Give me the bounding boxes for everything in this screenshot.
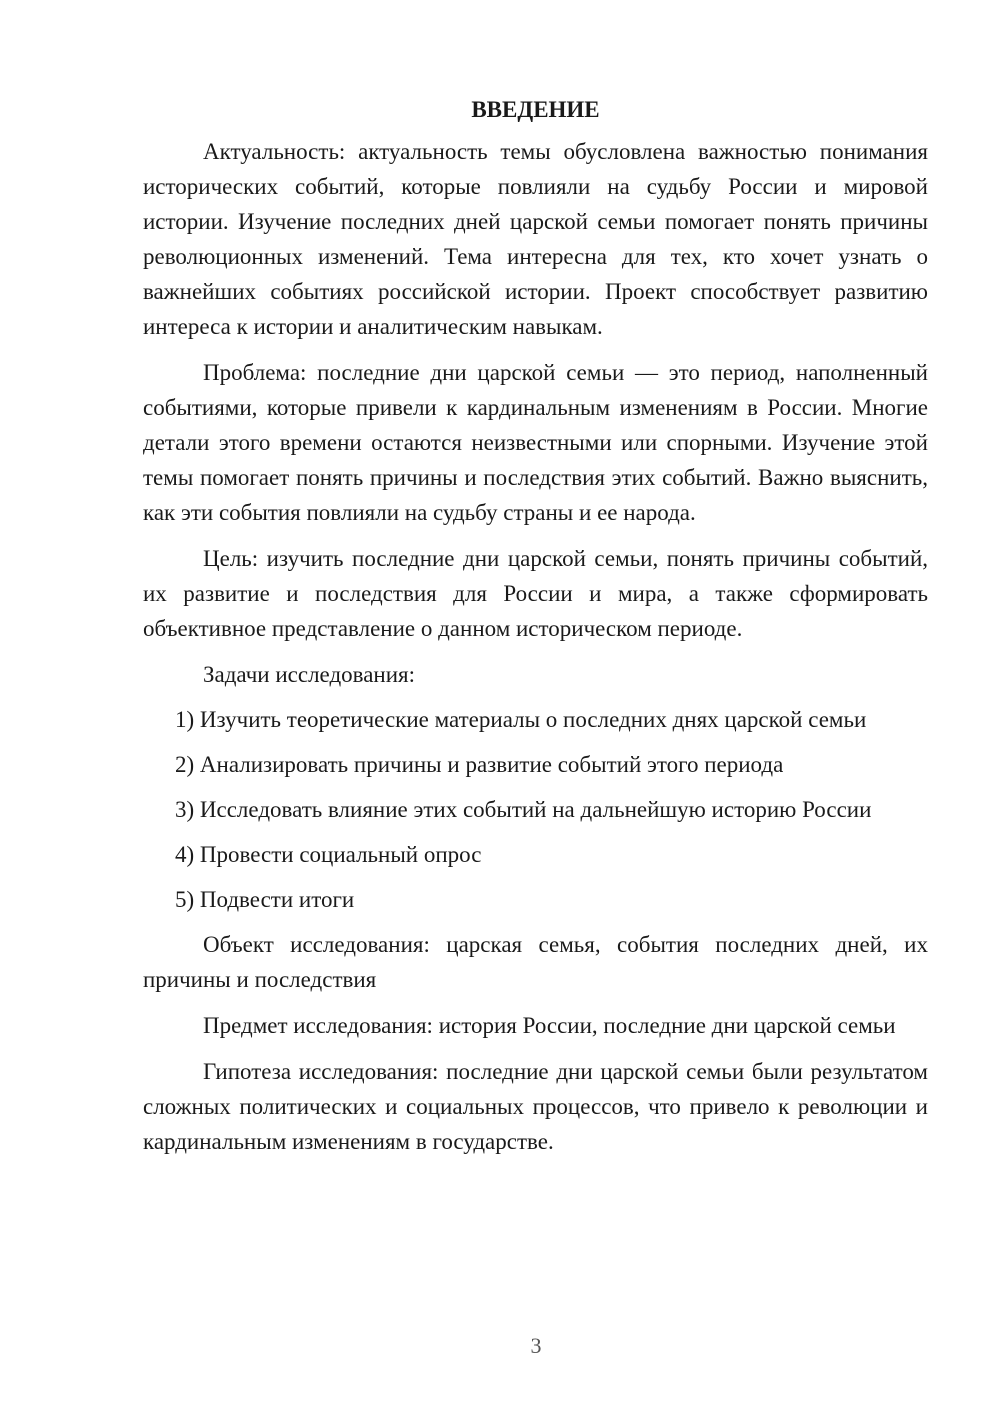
object-paragraph: Объект исследования: царская семья, события последних дней, их причины и последствия bbox=[143, 932, 928, 992]
goal-paragraph: Цель: изучить последние дни царской семьи, понять причины событий, их развитие и последствия для России и мира, а также сформировать объективное представление о данном историческом периоде. bbox=[143, 546, 928, 641]
task-item-4: 4) Провести социальный опрос bbox=[175, 842, 482, 867]
document-page bbox=[143, 92, 928, 1170]
hypothesis-paragraph: Гипотеза исследования: последние дни царской семьи были результатом сложных политических и социальных процессов, что привело к революции и кардинальным изменениям в государстве. bbox=[143, 1059, 928, 1154]
task-item-1: 1) Изучить теоретические материалы о последних днях царской семьи bbox=[175, 707, 867, 732]
task-item-5: 5) Подвести итоги bbox=[175, 887, 355, 912]
tasks-list bbox=[143, 702, 928, 917]
task-item-3: 3) Исследовать влияние этих событий на дальнейшую историю России bbox=[175, 797, 872, 822]
relevance-paragraph: Актуальность: актуальность темы обусловлена важностью понимания исторических событий, которые повлияли на судьбу России и мировой истории. Изучение последних дней царской семьи помогает понять причины революционных изменений. Тема интересна для тех, кто хочет узнать о важнейших событиях российской истории. Проект способствует развитию интереса к истории и аналитическим навыкам. bbox=[143, 139, 928, 339]
problem-paragraph: Проблема: последние дни царской семьи — это период, наполненный событиями, которые привели к кардинальным изменениям в России. Многие детали этого времени остаются неизвестными или спорными. Изучение этой темы помогает понять причины и последствия этих событий. Важно выяснить, как эти события повлияли на судьбу страны и ее народа. bbox=[143, 360, 928, 525]
section-title: ВВЕДЕНИЕ bbox=[471, 97, 600, 122]
task-item-2: 2) Анализировать причины и развитие событий этого периода bbox=[175, 752, 784, 777]
subject-paragraph: Предмет исследования: история России, последние дни царской семьи bbox=[203, 1013, 896, 1038]
tasks-heading: Задачи исследования: bbox=[203, 662, 416, 687]
page-number: 3 bbox=[530, 1333, 542, 1358]
